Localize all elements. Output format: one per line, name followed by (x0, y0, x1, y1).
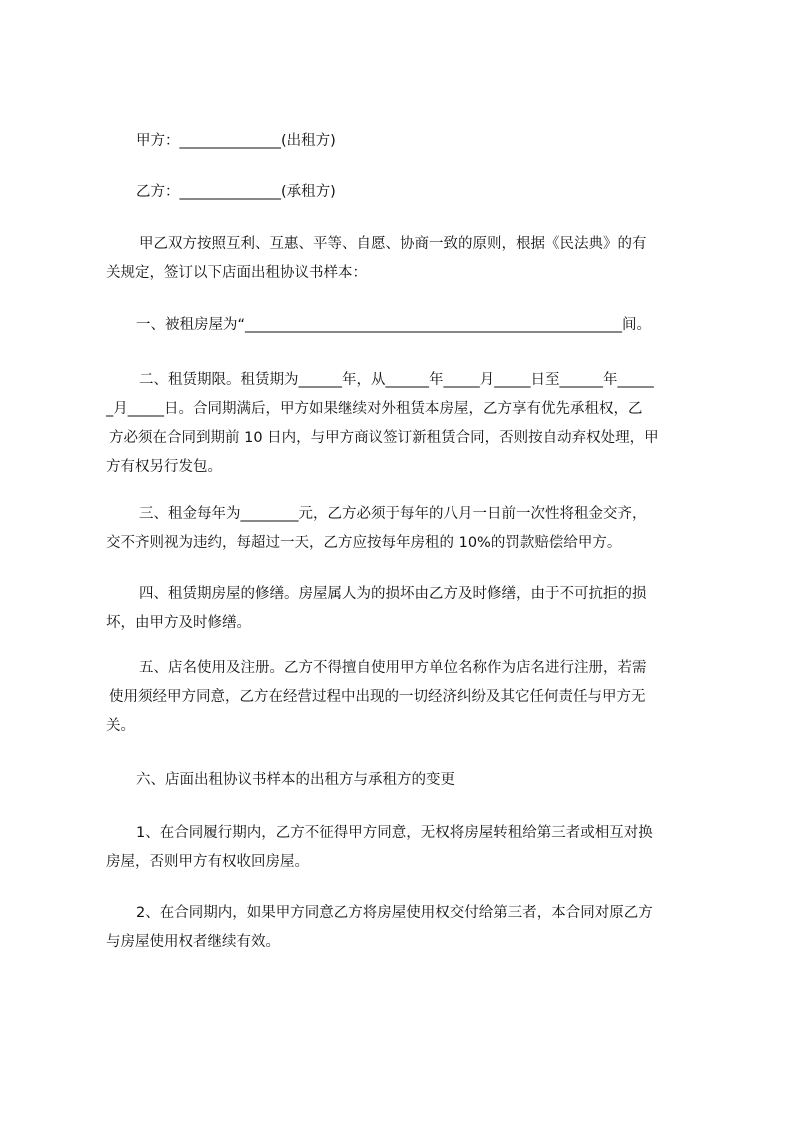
intro-line-2: 关规定，签订以下店面出租协议书样本： (106, 265, 367, 281)
clause-3-line-2: 交不齐则视为违约，每超过一天，乙方应按每年房租的 10%的罚款赔偿给甲方。 (106, 535, 622, 551)
clause-5 (106, 654, 700, 741)
clause-6-item-2-line-1: 2、在合同期内，如果甲方同意乙方将房屋使用权交付给第三者，本合同对原乙方 (136, 905, 653, 921)
clause-1-prefix: 一、被租房屋为“ (136, 317, 246, 333)
clause-6-heading: 六、店面出租协议书样本的出租方与承租方的变更 (136, 772, 455, 788)
clause-1-blank: ____________________________________________________ (245, 317, 623, 333)
party-a-line (106, 127, 700, 156)
clause-6-item-2-line-2: 与房屋使用权者继续有效。 (106, 934, 280, 950)
clause-6-item-1-line-1: 1、在合同履行期内，乙方不征得甲方同意，无权将房屋转租给第三者或相互对换 (136, 825, 653, 841)
clause-6-item-2 (106, 899, 700, 957)
intro-paragraph (106, 230, 700, 288)
party-b-blank: ______________ (179, 184, 281, 200)
party-b-role: (承租方) (281, 184, 336, 200)
party-a-label: 甲方： (136, 133, 180, 149)
clause-5-line-3: 关。 (106, 718, 135, 734)
clause-5-line-1: 五、店名使用及注册。乙方不得擅自使用甲方单位名称作为店名进行注册，若需 (139, 660, 647, 676)
party-b-label: 乙方： (136, 184, 180, 200)
clause-2-line-3: 方必须在合同到期前 10 日内，与甲方商议签订新租赁合同，否则按自动弃权处理，甲 (109, 430, 659, 446)
clause-6-title (106, 766, 700, 795)
clause-2-line-2: _月_____日。合同期满后，甲方如果继续对外租赁本房屋，乙方享有优先承租权，乙 (106, 401, 643, 417)
clause-6-item-1-line-2: 房屋，否则甲方有权收回房屋。 (106, 854, 309, 870)
clause-3 (106, 500, 700, 558)
clause-1 (106, 311, 700, 340)
clause-4-line-1: 四、租赁期房屋的修缮。房屋属人为的损坏由乙方及时修缮，由于不可抗拒的损 (139, 586, 647, 602)
party-a-blank: ______________ (179, 133, 281, 149)
clause-3-line-1: 三、租金每年为________元，乙方必须于每年的八月一日前一次性将租金交齐， (139, 506, 647, 522)
clause-2-line-4: 方有权另行发包。 (106, 459, 222, 475)
clause-2 (106, 366, 700, 482)
intro-line-1: 甲乙双方按照互利、互惠、平等、自愿、协商一致的原则，根据《民法典》的有 (139, 236, 647, 252)
clause-4-line-2: 坏，由甲方及时修缮。 (106, 615, 251, 631)
clause-6-item-1 (106, 819, 700, 877)
clause-1-suffix: 间。 (622, 317, 652, 333)
clause-4 (106, 580, 700, 638)
clause-2-line-1: 二、租赁期限。租赁期为______年，从______年_____月_____日至______年_____ (139, 372, 654, 388)
party-b-line (106, 178, 700, 207)
party-a-role: (出租方) (281, 133, 336, 149)
clause-5-line-2: 使用须经甲方同意，乙方在经营过程中出现的一切经济纠纷及其它任何责任与甲方无 (109, 689, 646, 705)
